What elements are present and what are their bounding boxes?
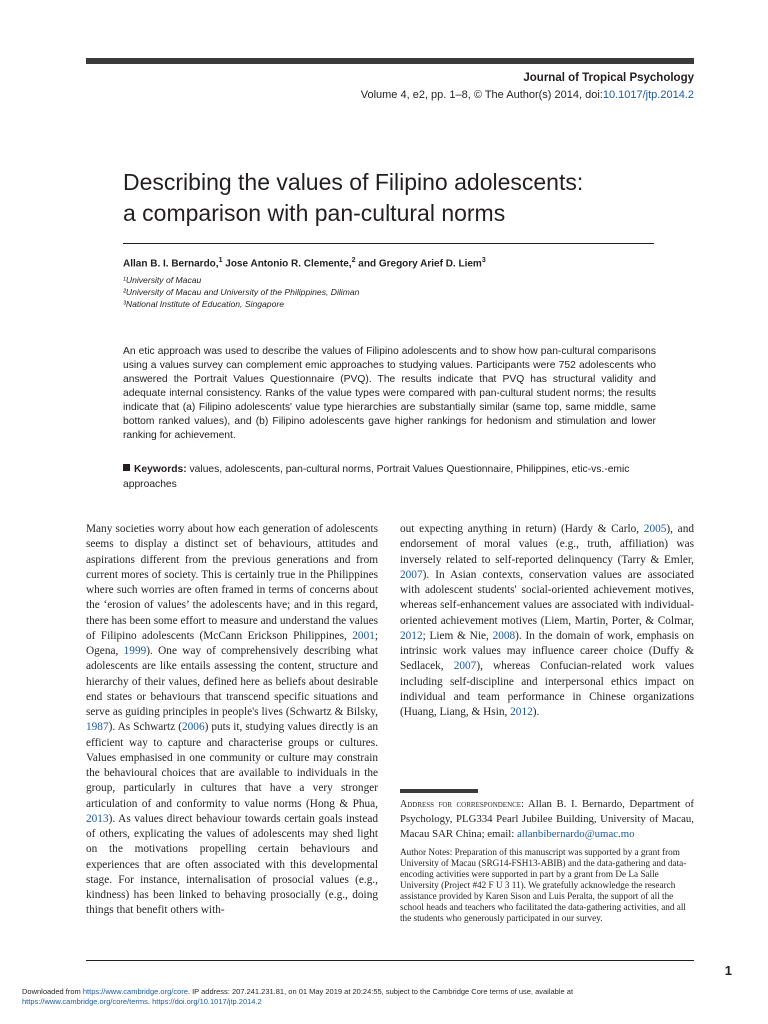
body-text-run: ), whereas Confucian-related work values including self-discipline and interpersonal ethics impact on individual and team performance in Chinese organizations (Huang, Liang, & Hsin, bbox=[400, 660, 694, 718]
body-text-run: ; Ogena, bbox=[86, 629, 378, 657]
body-text-run: ). As Schwartz ( bbox=[108, 721, 182, 734]
body-text-run: ), and endorsement of moral values (e.g., truth, affiliation) was inversely related to self-reported delinquency (Tarry & Emler, bbox=[400, 523, 694, 566]
citation-year-link[interactable]: 1999 bbox=[123, 645, 147, 657]
author-list bbox=[123, 257, 486, 269]
article-title bbox=[123, 167, 683, 229]
correspondence bbox=[400, 797, 694, 842]
download-separator: . bbox=[147, 997, 153, 1006]
author-name: and Gregory Arief D. Liem bbox=[358, 258, 482, 270]
doi-link[interactable]: 10.1017/jtp.2014.2 bbox=[602, 89, 694, 101]
body-text-run: Many societies worry about how each generation of adolescents seems to display a distinct set of behaviours, attitudes and aspirations different from the previous generations and from current mores of society. This is certainly true in the Philippines where such worries are often framed in terms of concerns about the ‘erosion of values’ the adolescents have; and in this regard, there has been some effort to measure and understand the values of Filipino adolescents (McCann Erickson Philippines, bbox=[86, 523, 378, 642]
body-text-run: ). One way of comprehensively describing what adolescents are like entails assessing the content, structure and hierarchy of their values, defined here as beliefs about desirable end states or behaviours that transcend specific situations and serve as guiding principles in people's lives (Schwartz & Bilsky, bbox=[86, 645, 378, 718]
page-number: 1 bbox=[724, 963, 732, 978]
body-text-left-column bbox=[86, 522, 378, 919]
terms-link[interactable]: https://www.cambridge.org/core/terms bbox=[22, 997, 148, 1006]
affiliations bbox=[123, 274, 359, 310]
author-affil-mark: 1 bbox=[218, 257, 223, 264]
affiliation: ¹University of Macau bbox=[123, 275, 202, 285]
author-notes: Author Notes: Preparation of this manuscript was supported by a grant from University of Macau (SRG14-FSH13-ABIB) and the data-gathering and data-encoding activities were supported in part by a grant from De La Salle University (Project #42 F U 3 11). We gratefully acknowledge the research assistance provided by Karen Sison and Luis Peralta, the support of all the school heads and teachers who facilitated the data-gathering activities, and all the students who generously participated in our survey. bbox=[400, 847, 687, 923]
citation-year-link[interactable]: 2008 bbox=[492, 629, 516, 642]
body-text-run: ). In Asian contexts, conservation values are associated with adolescent students' social-oriented achievement motives, whereas self-enhancement values are associated with individual-oriented achievement motives (Liem, Martin, Porter, & Colmar, bbox=[400, 568, 694, 627]
download-info: . IP address: 207.241.231.81, on 01 May 2019 at 20:24:55, subject to the Cambridge Core terms of use, available at bbox=[187, 987, 574, 996]
volume-citation: Volume 4, e2, pp. 1–8, © The Author(s) 2014, doi: bbox=[360, 89, 603, 101]
footnote-rule bbox=[400, 789, 478, 793]
author-name: Jose Antonio R. Clemente, bbox=[225, 258, 352, 270]
affiliation: ³National Institute of Education, Singapore bbox=[123, 299, 284, 309]
keywords bbox=[123, 463, 656, 492]
download-prefix: Downloaded from bbox=[22, 987, 83, 996]
citation-year-link[interactable]: 1987 bbox=[86, 721, 109, 734]
affiliation: ²University of Macau and University of the Philippines, Diliman bbox=[123, 287, 360, 297]
doi-url-link[interactable]: https://doi.org/10.1017/jtp.2014.2 bbox=[152, 997, 262, 1006]
body-text-run: ) puts it, studying values directly is an efficient way to capture and characterise groups or cultures. Values emphasised in one community or culture may constrain the behavioural choices that are available to individuals in the group, particularly in cultures that have a very stronger articulation of and conformity to value norms (Hong & Phua, bbox=[86, 721, 378, 810]
journal-name: Journal of Tropical Psychology bbox=[523, 72, 694, 84]
title-line-1: Describing the values of Filipino adolescents: bbox=[123, 169, 584, 195]
citation-year-link[interactable]: 2013 bbox=[86, 812, 109, 825]
citation-year-link[interactable]: 2007 bbox=[400, 568, 423, 581]
footer-rule bbox=[86, 960, 694, 961]
body-text-run: ). In the domain of work, emphasis on intrinsic work values may influence career choice (Duffy & Sedlacek, bbox=[400, 629, 694, 673]
title-divider bbox=[123, 243, 654, 244]
author-affil-mark: 2 bbox=[351, 257, 356, 264]
correspondence-text: Allan B. I. Bernardo, Department of Psychology, PLG334 Pearl Jubilee Building, University of Macau, Macau SAR China; email: bbox=[400, 798, 695, 840]
citation-year-link[interactable]: 2001 bbox=[352, 629, 375, 642]
keywords-text: values, adolescents, pan-cultural norms, Portrait Values Questionnaire, Philippines, etic-vs.-emic approaches bbox=[123, 464, 630, 490]
keywords-label: Keywords: bbox=[134, 464, 187, 475]
citation-year-link[interactable]: 2006 bbox=[182, 721, 205, 734]
citation-year-link[interactable]: 2007 bbox=[453, 660, 477, 673]
citation-year-link[interactable]: 2012 bbox=[400, 629, 423, 642]
author-name: Allan B. I. Bernardo, bbox=[123, 258, 219, 270]
abstract: An etic approach was used to describe the values of Filipino adolescents and to show how pan-cultural comparisons using a values survey can complement emic approaches to studying values. Participants were 752 adolescents who answered the Portrait Values Questionnaire (PVQ). The results indicate that PVQ has structural validity and adequate internal consistency. Ranks of the value types were compared with pan-cultural student norms; the results indicate that (a) Filipino adolescents' value type hierarchies are substantially similar (same top, same middle, same bottom ranked values), and (b) Filipino adolescents gave higher rankings for hedonism and stimulation and lower ranking for achievement. bbox=[123, 346, 656, 441]
body-text-run: out expecting anything in return) (Hardy & Carlo, bbox=[400, 523, 644, 535]
volume-info bbox=[361, 89, 694, 101]
citation-year-link[interactable]: 2005 bbox=[643, 523, 667, 535]
title-line-2: a comparison with pan-cultural norms bbox=[123, 200, 506, 226]
correspondence-label: Address for correspondence: bbox=[400, 799, 524, 810]
body-text-run: ). As values direct behaviour towards certain goals instead of others, explicating the values of adolescents may shed light on the motivations propelling certain behaviours and experiences that are often associated with this developmental stage. For instance, internalisation of prosocial values (e.g., kindness) has been linked to behaving prosocially (e.g., doing things that benefit others with- bbox=[86, 812, 378, 917]
body-text-run: ; Liem & Nie, bbox=[422, 629, 493, 642]
bullet-square-icon bbox=[123, 464, 130, 471]
citation-year-link[interactable]: 2012 bbox=[510, 706, 533, 718]
email-link[interactable]: allanbibernardo@umac.mo bbox=[516, 828, 635, 840]
body-text-right-column bbox=[400, 522, 694, 720]
author-affil-mark: 3 bbox=[481, 257, 486, 264]
download-notice bbox=[22, 987, 722, 1007]
body-text-run: ). bbox=[532, 706, 540, 718]
cambridge-core-link[interactable]: https://www.cambridge.org/core bbox=[82, 987, 188, 996]
header-rule bbox=[86, 58, 694, 64]
